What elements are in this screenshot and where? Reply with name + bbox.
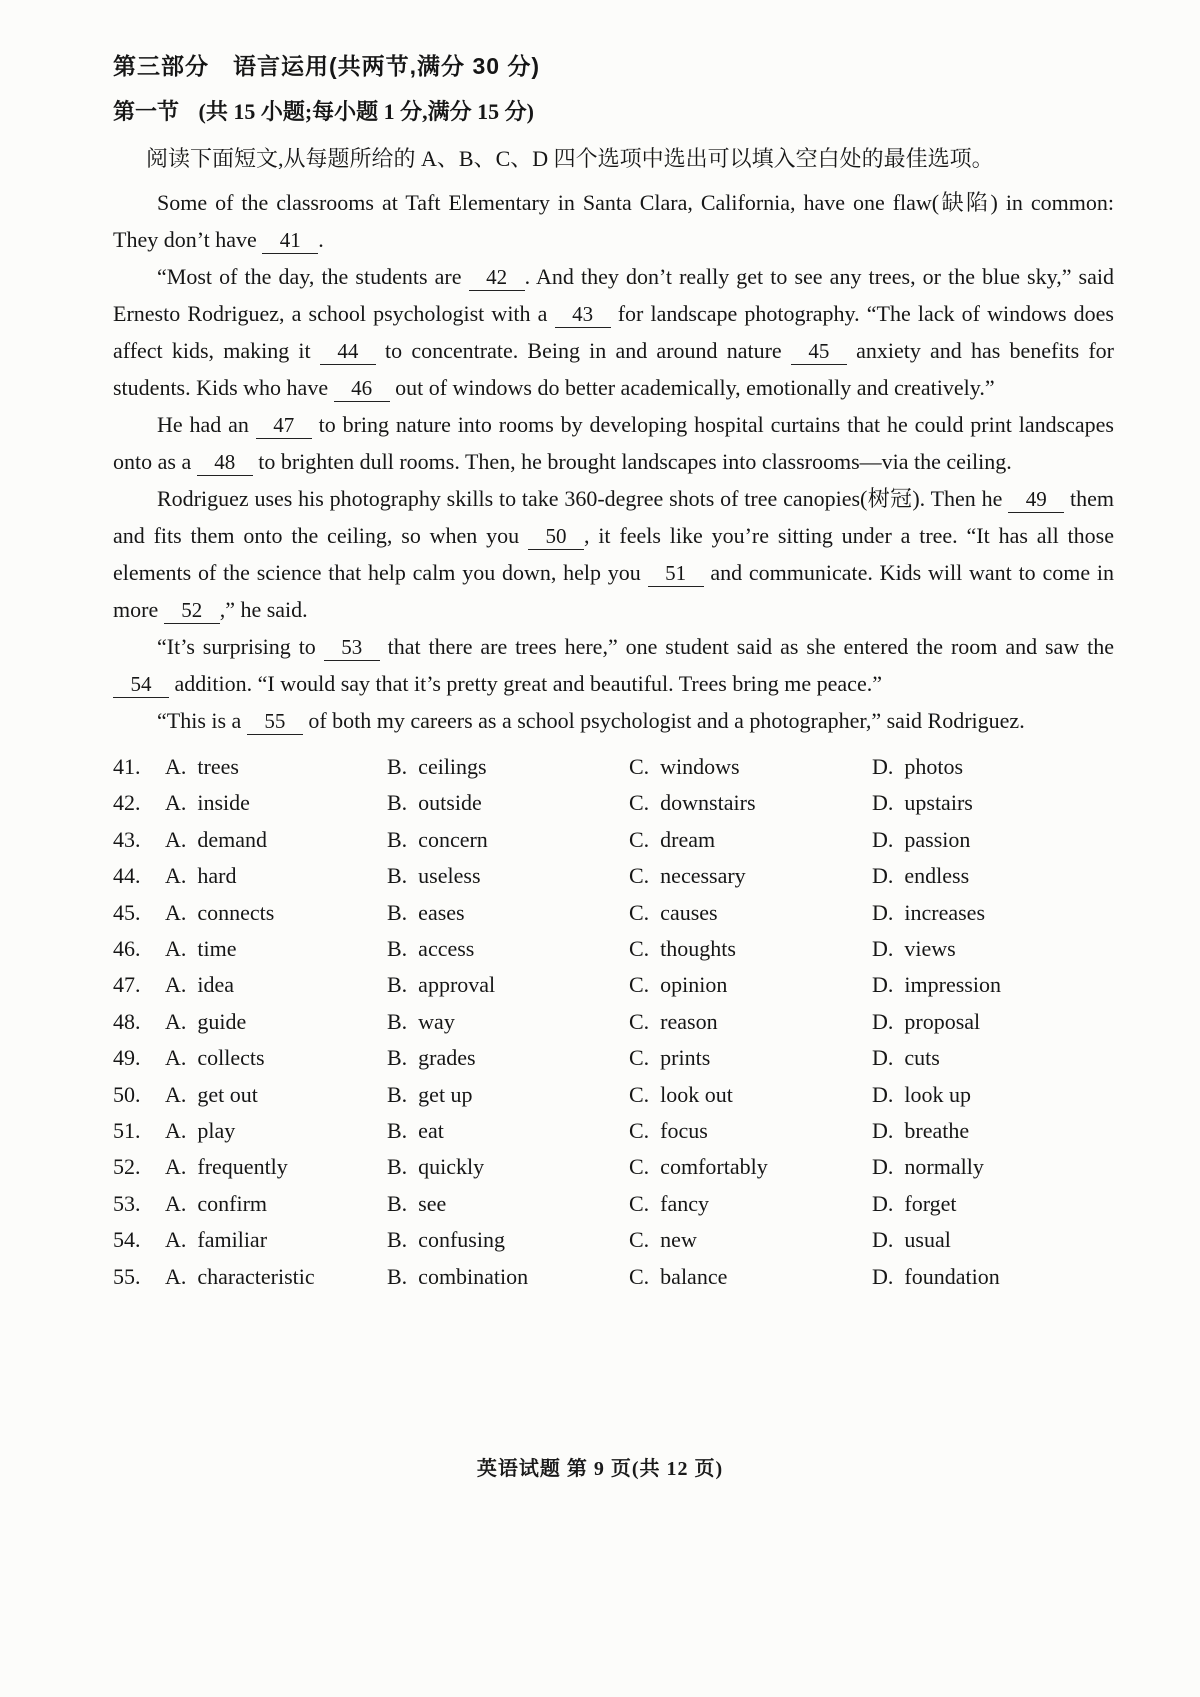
option-row-46 [113,931,1114,967]
option-53-A: A. confirm [165,1190,268,1216]
option-52-A: A. frequently [165,1154,288,1180]
passage-paragraph [113,258,1114,406]
option-49-C: C. prints [629,1045,711,1071]
passage-text: of both my careers as a school psychologist and a photographer,” said Rodriguez. [302,708,1025,733]
option-50-B: B. get up [387,1081,473,1107]
option-54-B: B. confusing [387,1227,505,1253]
passage-text: that there are trees here,” one student said as she entered the room and saw the [379,634,1114,659]
passage-paragraph [113,480,1114,628]
option-47-C: C. opinion [629,972,728,998]
option-55-D: D. foundation [872,1263,1000,1289]
part-title: 第三部分 语言运用(共两节,满分 30 分) [113,53,541,79]
option-48-D: D. proposal [872,1008,981,1034]
option-53-B: B. see [387,1190,447,1216]
passage-paragraph [113,628,1114,702]
page-footer: 英语试题 第 9 页(共 12 页) [476,1458,724,1480]
passage-paragraph [113,702,1114,739]
option-45-B: B. eases [387,899,465,925]
option-number: 51. [113,1118,141,1144]
option-42-D: D. upstairs [872,790,973,816]
option-43-A: A. demand [165,826,268,852]
blank-42: 42 [469,264,525,291]
passage-text: “Most of the day, the students are [157,264,469,289]
blank-50: 50 [528,523,584,550]
option-row-55 [113,1259,1114,1295]
option-row-41 [113,749,1114,785]
passage-text: out of windows do better academically, emotionally and creatively.” [389,375,995,400]
blank-54: 54 [113,671,169,698]
option-number: 45. [113,899,141,925]
option-row-44 [113,858,1114,894]
passage-text: them and fits them onto the ceiling, so when you [113,486,1114,548]
option-51-C: C. focus [629,1118,708,1144]
passage-paragraph [113,184,1114,258]
option-42-B: B. outside [387,790,482,816]
option-54-A: A. familiar [165,1227,268,1253]
option-50-C: C. look out [629,1081,733,1107]
option-41-D: D. photos [872,754,964,779]
option-number: 42. [113,790,141,816]
option-number: 48. [113,1008,141,1034]
passage-text: “It’s surprising to [157,634,324,659]
instruction: 阅读下面短文,从每题所给的 A、B、C、D 四个选项中选出可以填入空白处的最佳选项。 [146,146,994,171]
option-row-45 [113,895,1114,931]
blank-47: 47 [256,412,312,439]
option-43-D: D. passion [872,826,971,852]
blank-53: 53 [324,634,380,661]
blank-55: 55 [247,708,303,735]
option-47-D: D. impression [872,972,1001,998]
option-row-50 [113,1077,1114,1113]
option-row-53 [113,1186,1114,1222]
option-46-C: C. thoughts [629,936,736,962]
option-55-C: C. balance [629,1263,728,1289]
option-41-C: C. windows [629,754,740,779]
option-43-C: C. dream [629,826,716,852]
passage-text: and communicate. Kids will want to come in more [113,560,1114,622]
option-number: 47. [113,972,141,998]
option-51-A: A. play [165,1118,236,1144]
blank-43: 43 [555,301,611,328]
passage-text: to brighten dull rooms. Then, he brought landscapes into classrooms—via the ceiling. [252,449,1012,474]
option-row-48 [113,1004,1114,1040]
section-label: 第一节 [113,99,180,124]
option-number: 50. [113,1081,141,1107]
option-54-C: C. new [629,1227,697,1253]
passage-text: to bring nature into rooms by developing hospital curtains that he could print landscapes onto as a [113,412,1114,474]
option-45-D: D. increases [872,899,986,925]
passage-text: . And they don’t really get to see any trees, or the blue sky,” said Ernesto Rodriguez, a school psychologist with a [113,264,1114,326]
option-row-42 [113,785,1114,821]
option-number: 54. [113,1227,141,1253]
passage-text: “This is a [157,708,247,733]
passage-text: anxiety and has benefits for students. Kids who have [113,338,1115,400]
section-title [113,96,1114,128]
option-41-B: B. ceilings [387,754,487,779]
option-number: 49. [113,1045,141,1071]
option-49-D: D. cuts [872,1045,940,1071]
option-46-A: A. time [165,936,237,962]
option-row-49 [113,1040,1114,1076]
option-46-D: D. views [872,936,956,962]
option-44-D: D. endless [872,863,970,889]
option-54-D: D. usual [872,1227,951,1253]
option-50-D: D. look up [872,1081,971,1107]
blank-52: 52 [164,597,220,624]
option-48-A: A. guide [165,1008,247,1034]
option-row-52 [113,1149,1114,1185]
blank-44: 44 [320,338,376,365]
blank-46: 46 [334,375,390,402]
option-52-C: C. comfortably [629,1154,768,1180]
option-row-51 [113,1113,1114,1149]
option-47-B: B. approval [387,972,496,998]
blank-51: 51 [648,560,704,587]
option-row-47 [113,967,1114,1003]
option-41-A: A. trees [165,754,239,779]
option-42-C: C. downstairs [629,790,756,816]
option-45-C: C. causes [629,899,718,925]
blank-45: 45 [791,338,847,365]
option-number: 52. [113,1154,141,1180]
option-55-B: B. combination [387,1263,529,1289]
option-55-A: A. characteristic [165,1263,315,1289]
option-49-A: A. collects [165,1045,265,1071]
passage-text: to concentrate. Being in and around nature [375,338,791,363]
option-53-C: C. fancy [629,1190,710,1216]
passage-text: Rodriguez uses his photography skills to take 360-degree shots of tree canopies(树冠). Then he [157,486,1009,511]
option-50-A: A. get out [165,1081,258,1107]
passage-text: . [318,227,324,252]
section-detail: (共 15 小题;每小题 1 分,满分 15 分) [198,99,534,124]
passage-paragraph [113,406,1114,480]
passage-text: He had an [157,412,256,437]
option-45-A: A. connects [165,899,275,925]
option-47-A: A. idea [165,972,235,998]
blank-48: 48 [197,449,253,476]
blank-49: 49 [1008,486,1064,513]
option-49-B: B. grades [387,1045,476,1071]
option-43-B: B. concern [387,826,488,852]
passage-text: , it feels like you’re sitting under a tree. “It has all those elements of the science that help calm you down, help you [113,523,1114,585]
option-51-D: D. breathe [872,1118,970,1144]
option-51-B: B. eat [387,1118,444,1144]
option-52-D: D. normally [872,1154,984,1180]
option-44-A: A. hard [165,863,237,889]
options-table [113,749,1114,1295]
blank-41: 41 [262,227,318,254]
option-46-B: B. access [387,936,475,962]
option-52-B: B. quickly [387,1154,485,1180]
option-number: 46. [113,936,141,962]
option-row-43 [113,822,1114,858]
option-44-B: B. useless [387,863,481,889]
passage-text: for landscape photography. “The lack of windows does affect kids, making it [113,301,1114,363]
option-number: 55. [113,1263,141,1289]
option-53-D: D. forget [872,1190,957,1216]
passage-text: Some of the classrooms at Taft Elementary in Santa Clara, California, have one flaw(缺陷) in common: They don’t have [113,190,1114,252]
option-48-C: C. reason [629,1008,718,1034]
option-row-54 [113,1222,1114,1258]
option-number: 53. [113,1190,141,1216]
passage-text: addition. “I would say that it’s pretty great and beautiful. Trees bring me peace.” [169,671,882,696]
passage [113,184,1114,739]
option-number: 44. [113,863,141,889]
passage-text: ,” he said. [219,597,308,622]
option-44-C: C. necessary [629,863,746,889]
option-48-B: B. way [387,1008,455,1034]
option-42-A: A. inside [165,790,250,816]
option-number: 41. [113,754,141,779]
option-number: 43. [113,826,141,852]
